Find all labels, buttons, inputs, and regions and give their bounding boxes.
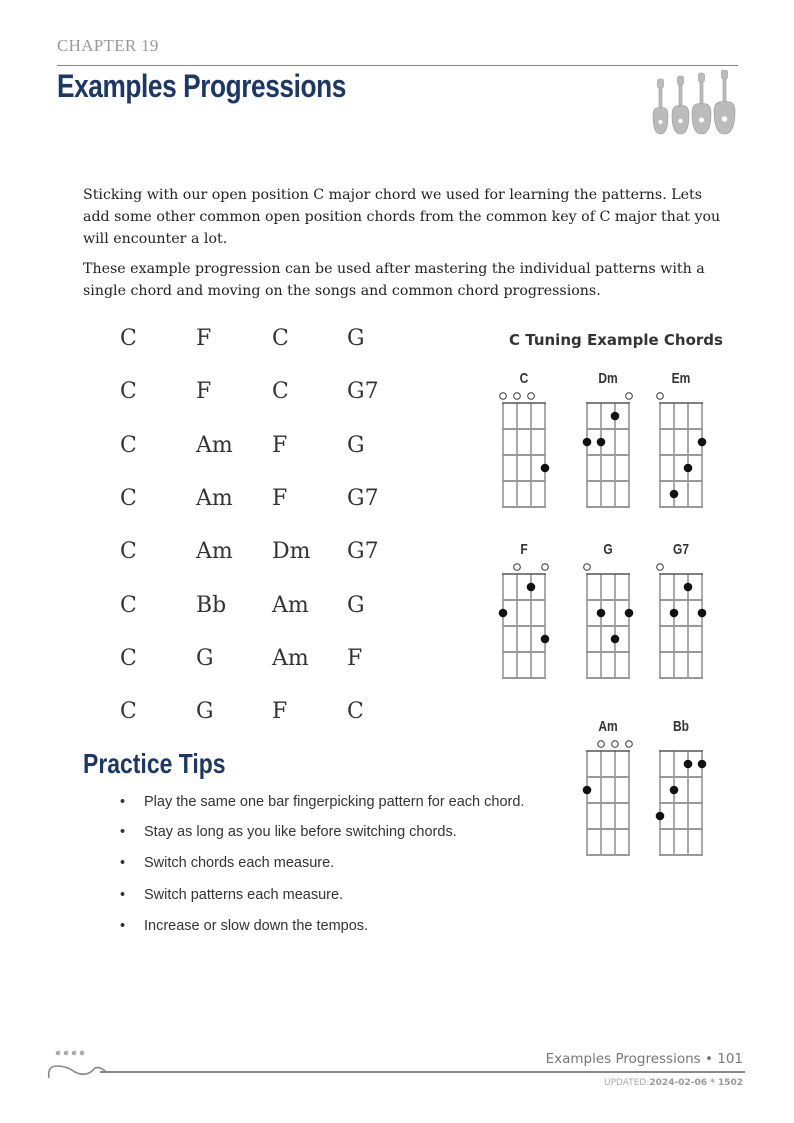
bullet: • [120, 824, 126, 840]
footer-divider [100, 1071, 745, 1073]
updated-value: 2024-02-06 * 1502 [649, 1078, 743, 1088]
progression-chord: Bb [196, 592, 227, 618]
chord-name: G7 [672, 541, 689, 558]
open-string-marker [514, 393, 521, 400]
chord-name: Dm [598, 370, 618, 387]
chord-diagram [495, 386, 555, 512]
chord-name: G [603, 541, 613, 558]
chord-diagram [579, 734, 639, 860]
progression-chord: G [347, 432, 365, 458]
progression-chord: G7 [347, 485, 379, 511]
updated-label: UPDATED: [604, 1078, 650, 1088]
finger-dot [541, 464, 550, 473]
tip-text: Switch patterns each measure. [144, 887, 344, 903]
tip-item [120, 855, 334, 871]
open-string-marker [514, 564, 521, 571]
progression-chord: F [196, 379, 212, 405]
progression-chord: C [120, 485, 137, 511]
finger-dot [698, 760, 707, 769]
progression-chord: C [120, 592, 137, 618]
open-string-marker [542, 564, 549, 571]
progression-chord: F [196, 326, 212, 351]
finger-dot [597, 438, 606, 447]
progression-chord: C [120, 326, 137, 351]
finger-dot [597, 609, 606, 618]
progression-chord: F [272, 485, 288, 511]
bullet: • [120, 918, 126, 934]
finger-dot [698, 438, 707, 447]
header-divider [57, 65, 738, 66]
open-string-marker [598, 741, 605, 748]
footer-ornament-icon [44, 1048, 114, 1082]
progression-chord: Dm [272, 539, 311, 565]
finger-dot [611, 635, 620, 644]
progression-chord: G [347, 592, 365, 618]
open-string-marker [584, 564, 591, 571]
progression-chord: C [120, 379, 137, 405]
chord-name: C [519, 370, 529, 387]
chord-diagram [579, 557, 639, 683]
progression-chord: C [120, 432, 137, 458]
progression-chord: G [347, 326, 365, 351]
chord-name: F [520, 541, 528, 558]
open-string-marker [657, 564, 664, 571]
tip-text: Play the same one bar fingerpicking pattern for each chord. [144, 794, 525, 810]
finger-dot [611, 412, 620, 421]
progression-chord: C [272, 326, 289, 351]
progression-chord: C [347, 699, 364, 725]
chord-diagram [495, 557, 555, 683]
tip-text: Switch chords each measure. [144, 855, 335, 871]
practice-tips-heading: Practice Tips [83, 748, 226, 779]
progression-chord: Am [272, 592, 309, 618]
chord-diagram [579, 386, 639, 512]
tip-item [120, 887, 343, 903]
finger-dot [583, 438, 592, 447]
progression-chord: F [272, 699, 288, 725]
open-string-marker [626, 741, 633, 748]
finger-dot [670, 609, 679, 618]
progression-chord: C [120, 699, 137, 725]
finger-dot [670, 490, 679, 499]
progression-chord: F [272, 432, 288, 458]
finger-dot [656, 812, 665, 821]
tip-text: Increase or slow down the tempos. [144, 918, 369, 934]
finger-dot [527, 583, 536, 592]
finger-dot [670, 786, 679, 795]
intro-paragraph: Sticking with our open position C major chord we used for learning the patterns. Lets add some other common open position chords from the common key of C major that you will encounter a lot. [83, 187, 721, 247]
finger-dot [698, 609, 707, 618]
finger-dot [684, 583, 693, 592]
progression-chord: Am [196, 539, 233, 565]
progression-chord: G7 [347, 539, 379, 565]
finger-dot [583, 786, 592, 795]
open-string-marker [528, 393, 535, 400]
page-title: Examples Progressions [57, 68, 346, 104]
progression-chord: C [120, 539, 137, 565]
progression-chord: Am [196, 432, 233, 458]
open-string-marker [500, 393, 507, 400]
intro-paragraph: These example progression can be used after mastering the individual patterns with a single chord and moving on the songs and common chord progressions. [83, 261, 705, 299]
bullet: • [120, 887, 126, 903]
progression-chord: C [120, 645, 137, 671]
chapter-label: CHAPTER 19 [57, 36, 159, 55]
progression-chord: G [196, 699, 214, 725]
bullet: • [120, 794, 126, 810]
finger-dot [499, 609, 508, 618]
finger-dot [541, 635, 550, 644]
progression-chord: G [196, 645, 214, 671]
chord-diagram [652, 557, 712, 683]
progression-chord: F [347, 645, 363, 671]
tip-text: Stay as long as you like before switching chords. [144, 824, 457, 840]
tip-item [120, 794, 524, 810]
footer-page-label: Examples Progressions • 101 [545, 1051, 743, 1067]
finger-dot [625, 609, 634, 618]
progression-chord: Am [272, 645, 309, 671]
ukulele-family-icon [650, 70, 740, 138]
tip-item [120, 918, 368, 934]
bullet: • [120, 855, 126, 871]
chord-name: Bb [673, 718, 689, 735]
finger-dot [684, 760, 693, 769]
tip-item [120, 824, 457, 840]
chord-diagram [652, 386, 712, 512]
chord-diagram [652, 734, 712, 860]
finger-dot [684, 464, 693, 473]
footer-updated [604, 1078, 743, 1088]
chord-chart-title: C Tuning Example Chords [509, 331, 723, 349]
progression-chord: Am [196, 485, 233, 511]
chord-name: Em [671, 370, 691, 387]
progression-chord: C [272, 379, 289, 405]
open-string-marker [612, 741, 619, 748]
chord-name: Am [598, 718, 618, 735]
open-string-marker [657, 393, 664, 400]
progression-chord: G7 [347, 379, 379, 405]
open-string-marker [626, 393, 633, 400]
